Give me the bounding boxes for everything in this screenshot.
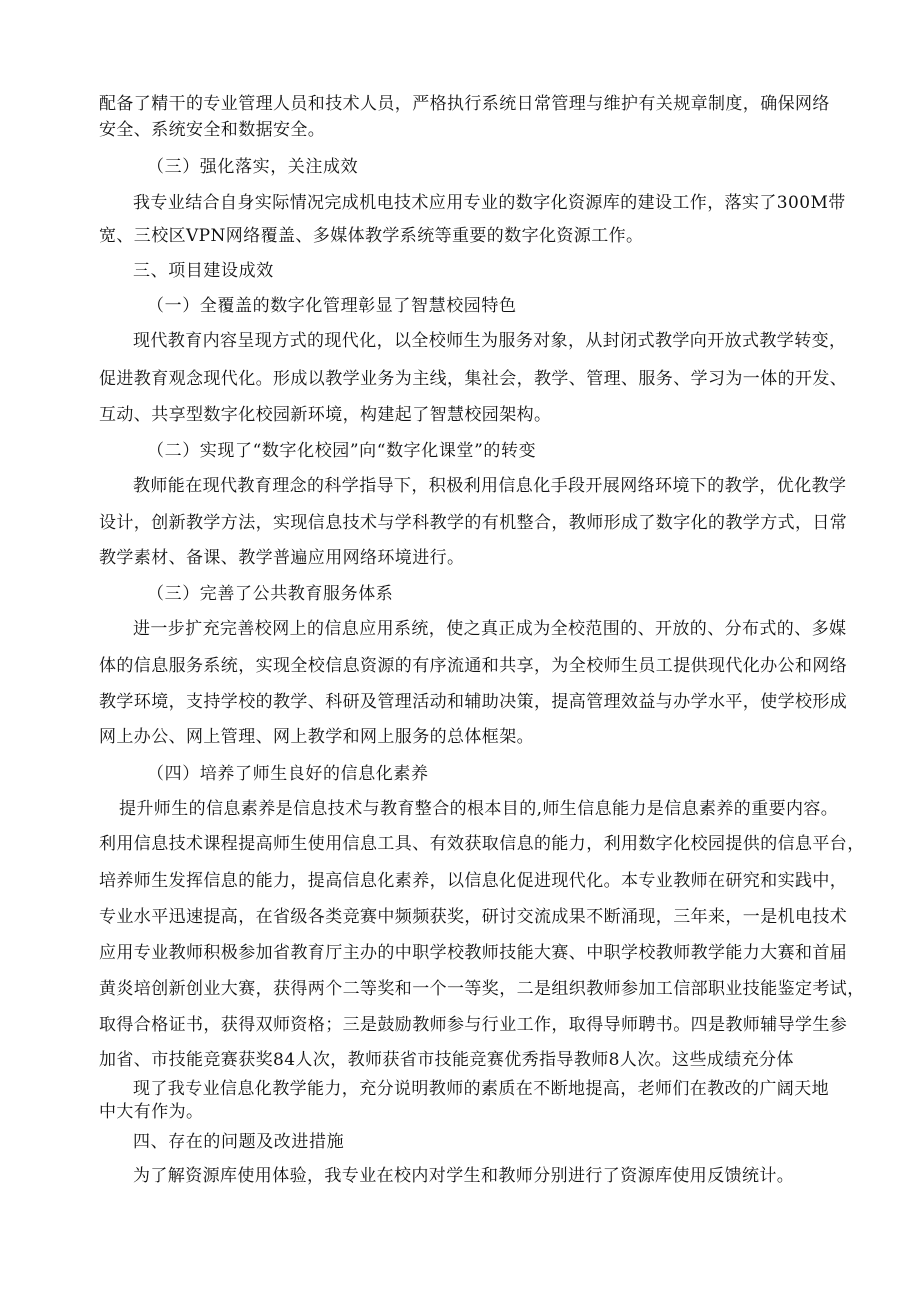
text-line: 专业水平迅速提高，在省级各类竞赛中频频获奖，研讨交流成果不断涌现，三年来，一是机电技术 (99, 907, 848, 927)
section-heading: （三）完善了公共教育服务体系 (147, 584, 394, 604)
text-line: 教学环境，支持学校的教学、科研及管理活动和辅助决策，提高管理效益与办学水平，使学校形成 (99, 692, 848, 712)
section-heading: （二）实现了“数字化校园”向“数字化课堂”的转变 (147, 441, 537, 461)
text-line: 互动、共享型数字化校园新环境，构建起了智慧校园架构。 (99, 405, 552, 425)
text-line: 教学素材、备课、教学普遍应用网络环境进行。 (99, 548, 465, 568)
text-line: 宽、三校区VPN网络覆盖、多媒体教学系统等重要的数字化资源工作。 (99, 226, 644, 246)
text-line: 进一步扩充完善校网上的信息应用系统，使之真正成为全校范围的、开放的、分布式的、多媒 (133, 619, 847, 639)
section-heading: （四）培养了师生良好的信息化素养 (147, 764, 429, 784)
text-line: 设计，创新教学方法，实现信息技术与学科教学的有机整合，教师形成了数字化的教学方式，日常 (99, 513, 848, 533)
section-heading: 三、项目建设成效 (133, 261, 274, 281)
text-line: 现代教育内容呈现方式的现代化，以全校师生为服务对象，从封闭式教学向开放式教学转变， (133, 331, 847, 351)
text-line: 培养师生发挥信息的能力，提高信息化素养，以信息化促进现代化。本专业教师在研究和实践中， (99, 871, 848, 891)
text-line: 我专业结合自身实际情况完成机电技术应用专业的数字化资源库的建设工作，落实了300M带 (133, 193, 846, 213)
text-line: 加省、市技能竞赛获奖84人次，教师获省市技能竞赛优秀指导教师8人次。这些成绩充分体 (99, 1050, 794, 1070)
text-line: 提升师生的信息素养是信息技术与教育整合的根本目的,师生信息能力是信息素养的重要内容。 (119, 799, 839, 819)
text-line: 为了解资源库使用体验，我专业在校内对学生和教师分别进行了资源库使用反馈统计。 (133, 1166, 795, 1186)
text-line: 利用信息技术课程提高师生使用信息工具、有效获取信息的能力，利用数字化校园提供的信息平台， (99, 834, 865, 854)
text-line: 体的信息服务系统，实现全校信息资源的有序流通和共享，为全校师生员工提供现代化办公和网络 (99, 656, 848, 676)
text-line: 促进教育观念现代化。形成以教学业务为主线，集社会，教学、管理、服务、学习为一体的开发、 (99, 369, 848, 389)
section-heading: （一）全覆盖的数字化管理彰显了智慧校园特色 (147, 296, 517, 316)
text-line: 网上办公、网上管理、网上教学和网上服务的总体框架。 (99, 727, 534, 747)
text-line: 教师能在现代教育理念的科学指导下，积极利用信息化手段开展网络环境下的教学，优化教学 (133, 476, 847, 496)
section-heading: 四、存在的问题及改进措施 (133, 1132, 345, 1152)
text-line: 取得合格证书，获得双师资格；三是鼓励教师参与行业工作，取得导师聘书。四是教师辅导学生参 (99, 1015, 848, 1035)
text-line: 黄炎培创新创业大赛，获得两个二等奖和一个一等奖，二是组织教师参加工信部职业技能鉴定考试， (99, 979, 865, 999)
text-line: 安全、系统安全和数据安全。 (99, 120, 326, 140)
text-line: 应用专业教师积极参加省教育厅主办的中职学校教师技能大赛、中职学校教师教学能力大赛和首届 (99, 943, 848, 963)
text-line: 现了我专业信息化教学能力，充分说明教师的素质在不断地提高，老师们在教改的广阔天地 (133, 1079, 829, 1099)
section-heading: （三）强化落实，关注成效 (147, 157, 359, 177)
text-line: 中大有作为。 (99, 1102, 204, 1122)
text-line: 配备了精干的专业管理人员和技术人员，严格执行系统日常管理与维护有关规章制度，确保网络 (99, 94, 830, 114)
